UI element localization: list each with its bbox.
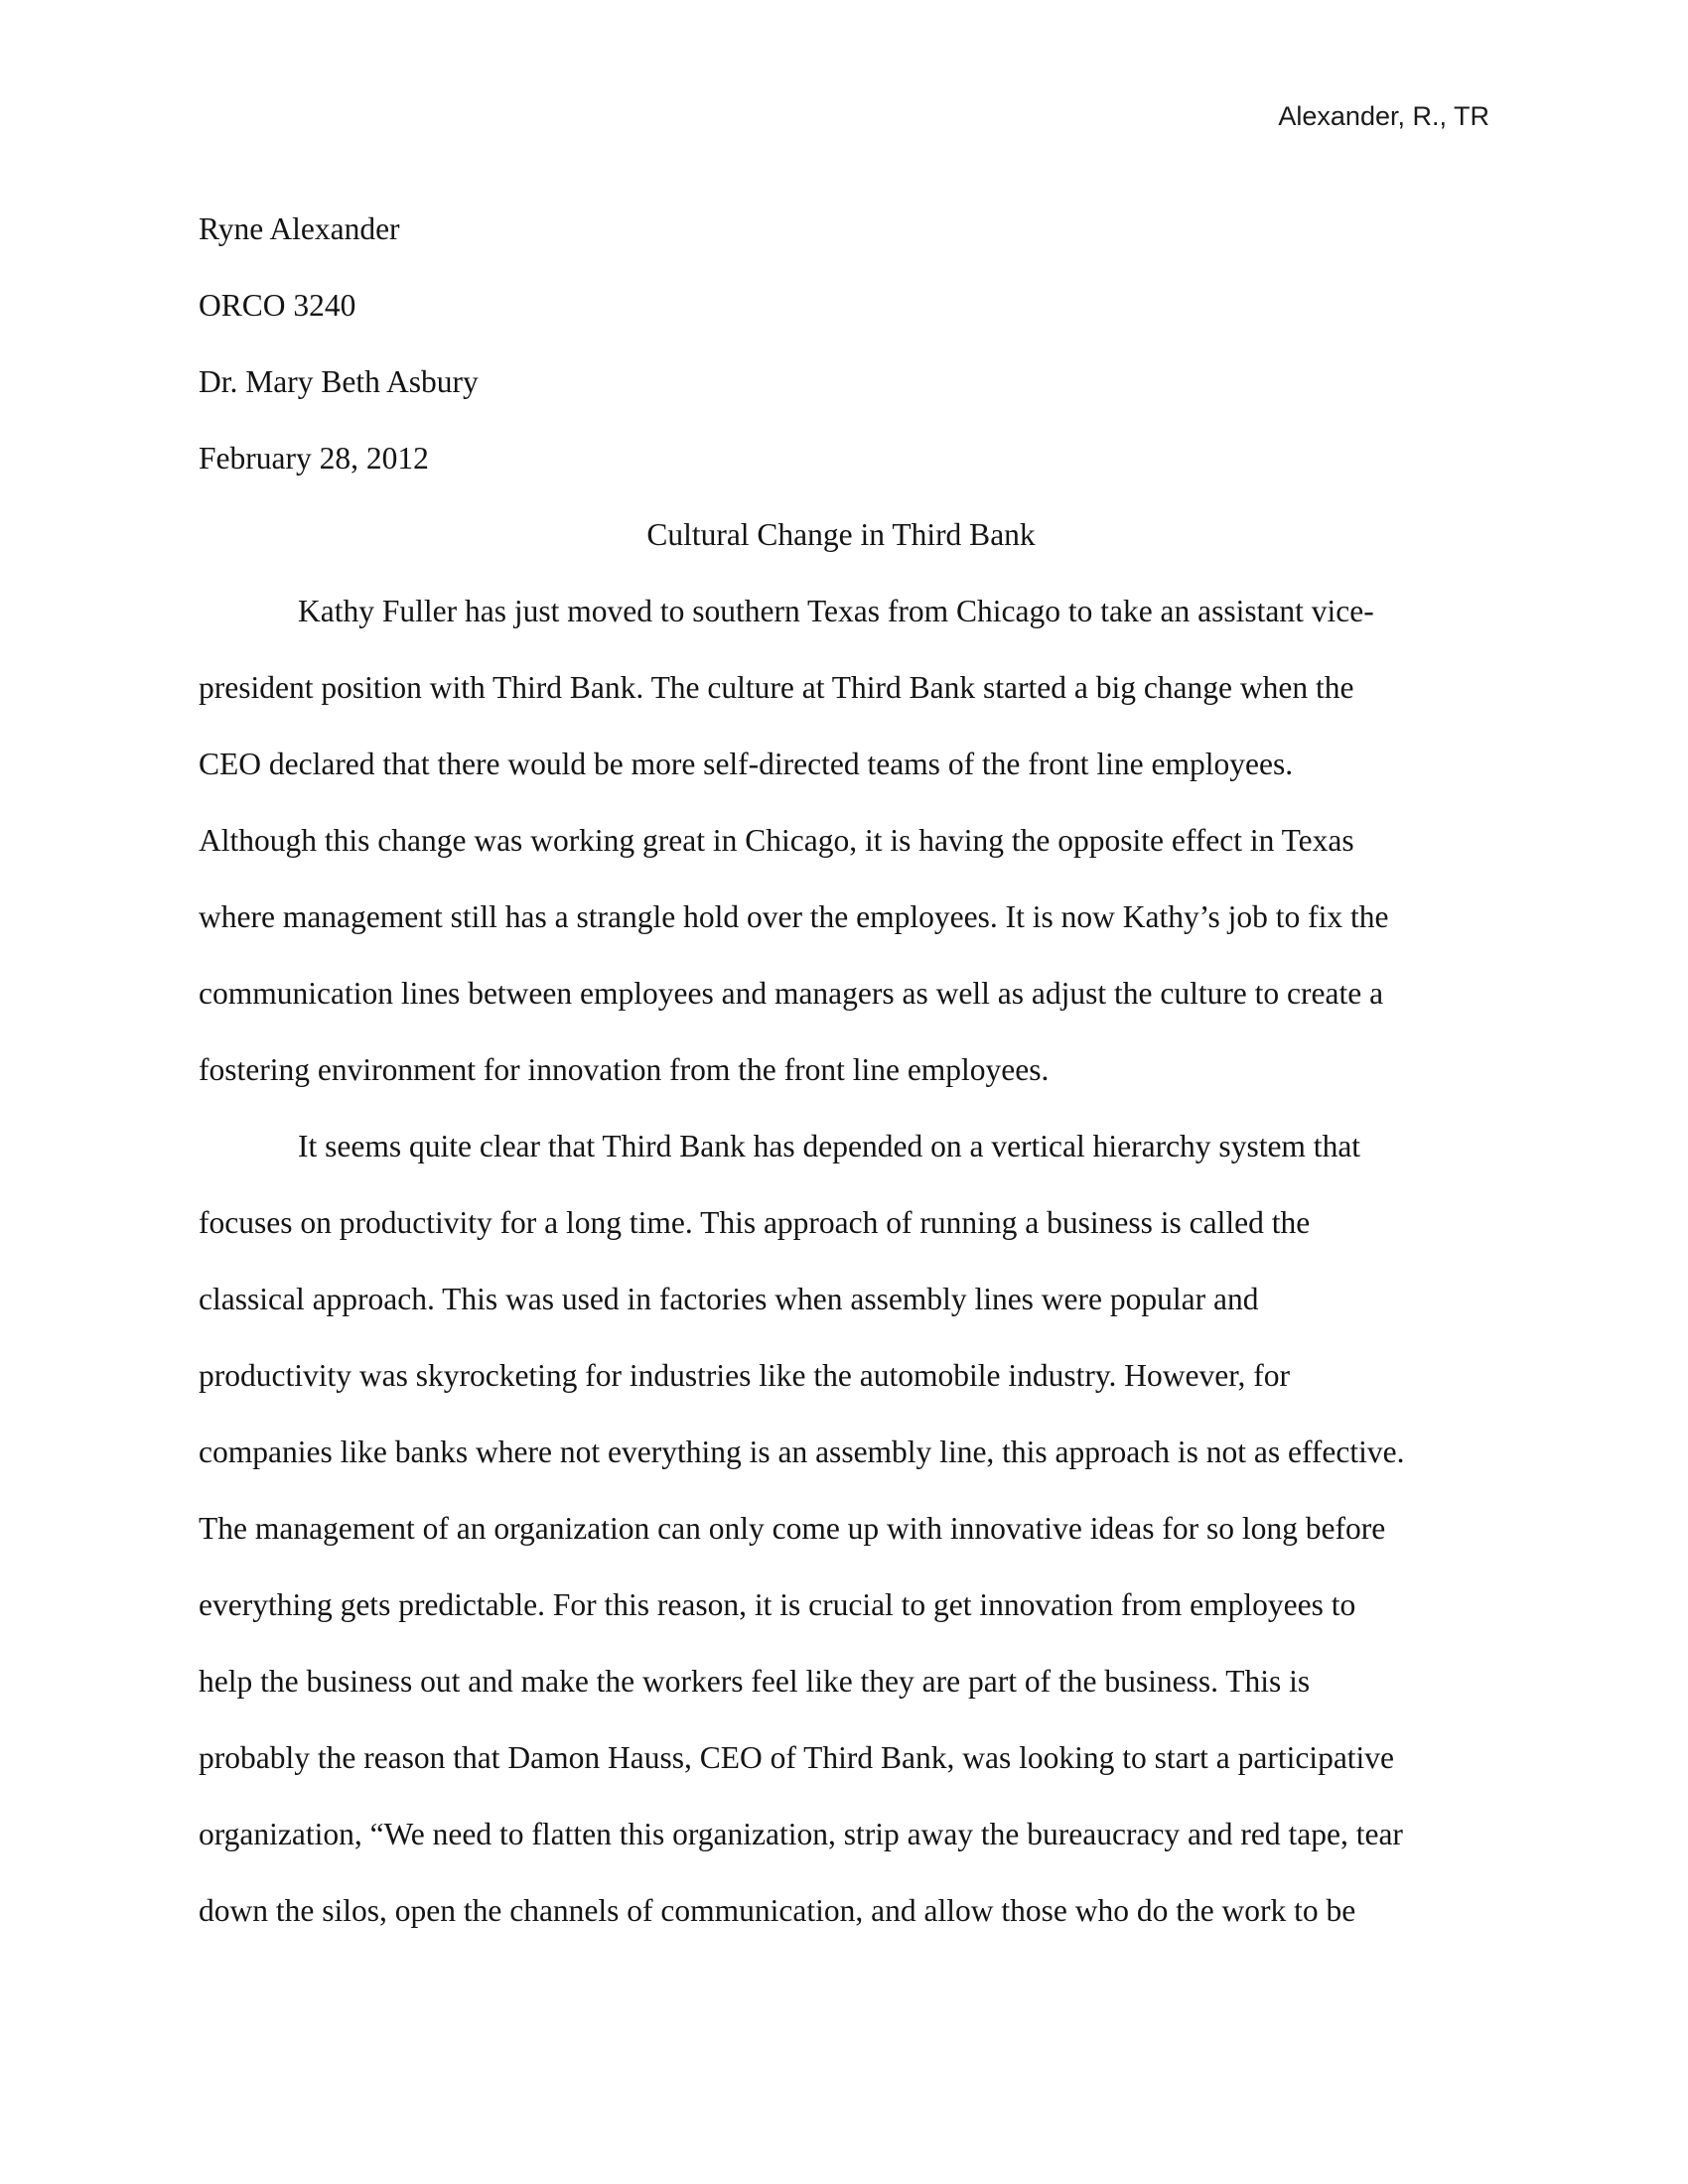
paragraph-line: CEO declared that there would be more self-directed teams of the front line employees.: [199, 747, 1294, 781]
paragraph-line: classical approach. This was used in factories when assembly lines were popular and: [199, 1282, 1259, 1316]
paragraph-line: everything gets predictable. For this reason, it is crucial to get innovation from employees to: [199, 1587, 1356, 1622]
paragraph-line: down the silos, open the channels of communication, and allow those who do the work to be: [199, 1893, 1356, 1928]
submission-date: February 28, 2012: [199, 441, 429, 476]
paragraph-line: The management of an organization can only come up with innovative ideas for so long before: [199, 1511, 1386, 1546]
paragraph-line: communication lines between employees and managers as well as adjust the culture to create a: [199, 976, 1384, 1011]
paragraph-line: Although this change was working great in Chicago, it is having the opposite effect in Texas: [199, 823, 1354, 858]
paragraph-1: [199, 573, 1489, 1108]
paragraph-line: fostering environment for innovation from the front line employees.: [199, 1052, 1050, 1087]
paragraph-line: productivity was skyrocketing for industries like the automobile industry. However, for: [199, 1358, 1290, 1393]
paragraph-line: organization, “We need to flatten this organization, strip away the bureaucracy and red tape, tear: [199, 1817, 1403, 1851]
instructor-name: Dr. Mary Beth Asbury: [199, 364, 479, 399]
author-name: Ryne Alexander: [199, 211, 400, 246]
paragraph-line: companies like banks where not everything is an assembly line, this approach is not as effective.: [199, 1434, 1405, 1469]
course-code: ORCO 3240: [199, 288, 356, 323]
paragraph-line: focuses on productivity for a long time. This approach of running a business is called the: [199, 1205, 1311, 1240]
paragraph-line: help the business out and make the workers feel like they are part of the business. This is: [199, 1664, 1311, 1699]
document-body: [199, 191, 1489, 1949]
paragraph-line: probably the reason that Damon Hauss, CEO of Third Bank, was looking to start a participative: [199, 1740, 1395, 1775]
paper-title: Cultural Change in Third Bank: [646, 517, 1036, 552]
paragraph-line: It seems quite clear that Third Bank has depended on a vertical hierarchy system that: [298, 1129, 1361, 1163]
paragraph-line: where management still has a strangle hold over the employees. It is now Kathy’s job to fix the: [199, 899, 1389, 934]
running-header: Alexander, R., TR: [1278, 101, 1489, 131]
paragraph-line: president position with Third Bank. The culture at Third Bank started a big change when the: [199, 670, 1354, 705]
paragraph-2: [199, 1108, 1489, 1949]
paragraph-line: Kathy Fuller has just moved to southern Texas from Chicago to take an assistant vice-: [298, 594, 1374, 628]
